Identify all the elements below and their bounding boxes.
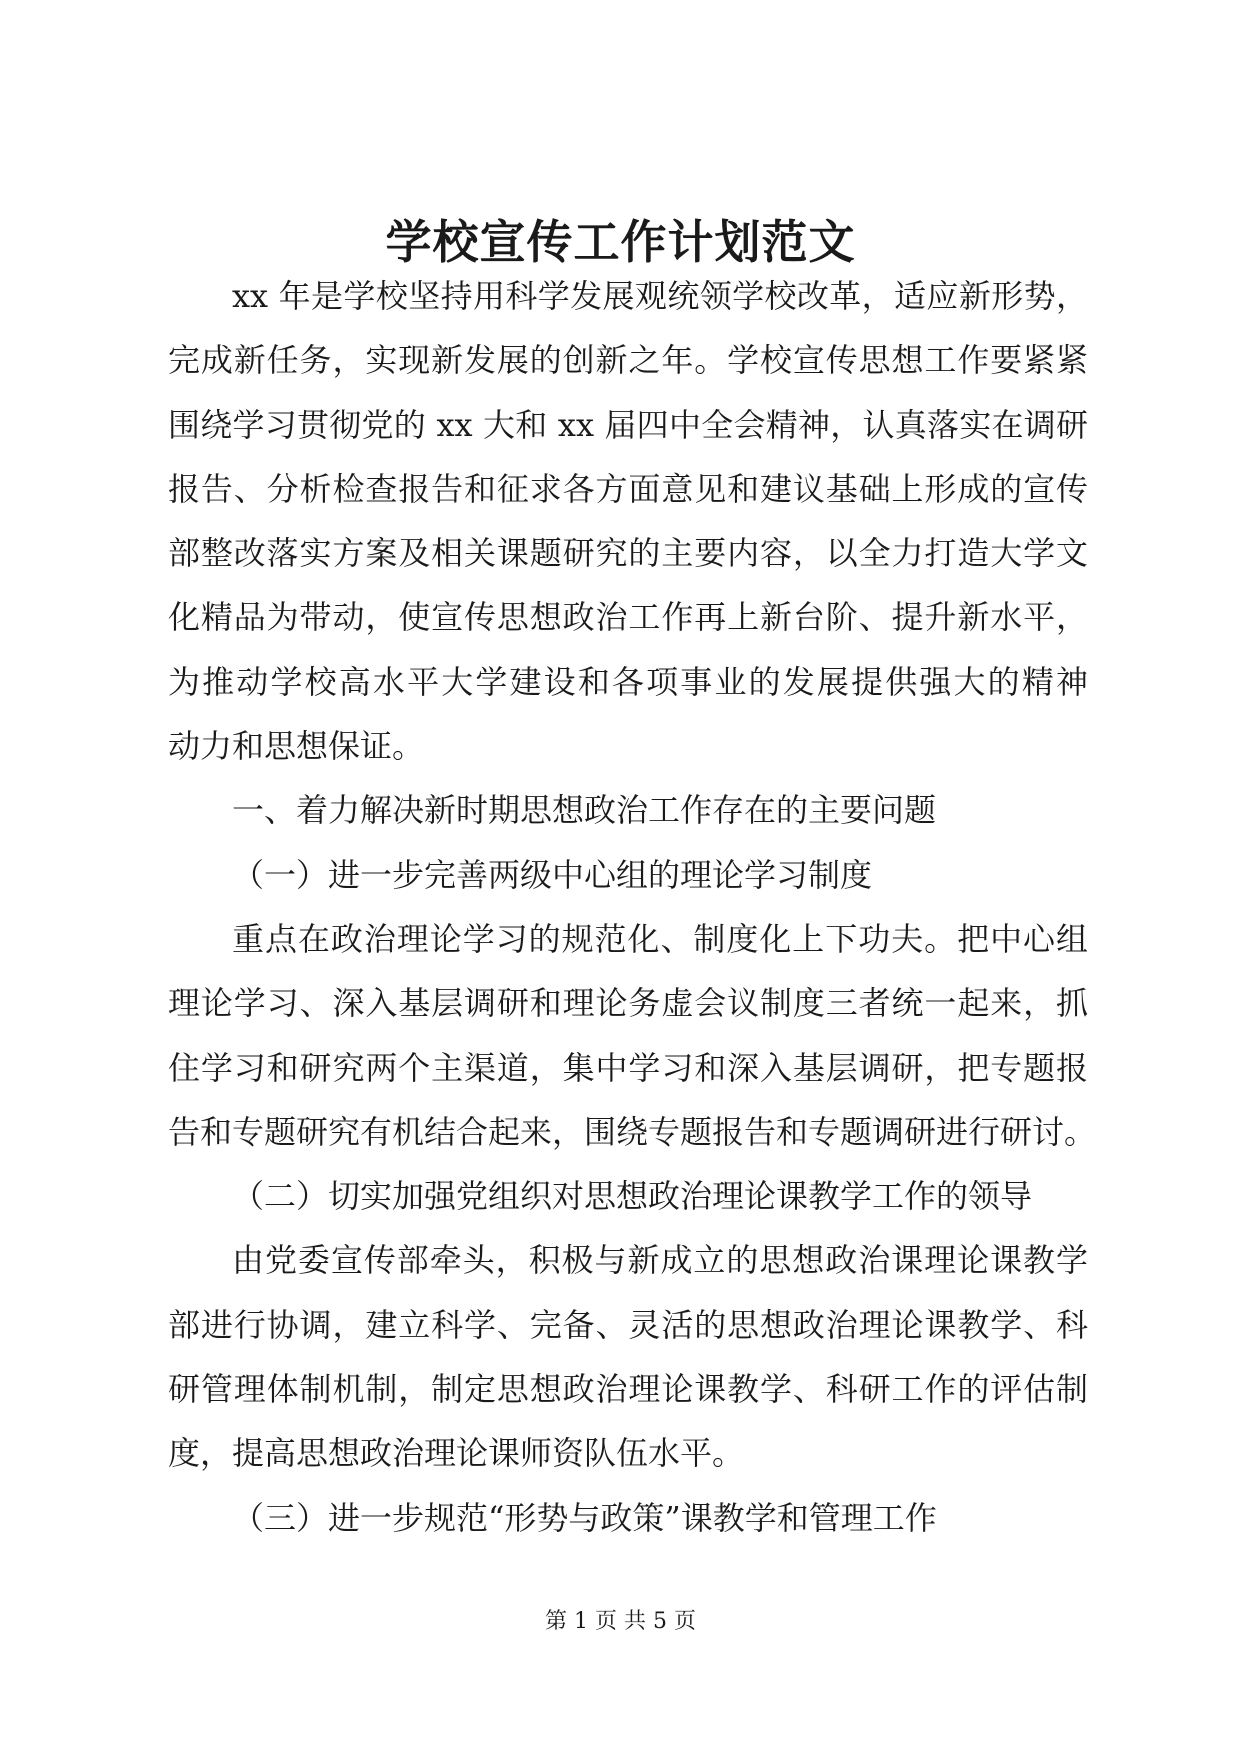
document-title: 学校宣传工作计划范文 [385,215,856,269]
paragraph-line: 理论学习、深入基层调研和理论务虚会议制度三者统一起来，抓 [168,984,1088,1023]
paragraph-line: 完成新任务，实现新发展的创新之年。学校宣传思想工作要紧紧 [168,341,1088,380]
document-body [168,264,1097,1550]
paragraph-line: 住学习和研究两个主渠道，集中学习和深入基层调研，把专题报 [168,1048,1088,1087]
page-footer: 第 1 页 共 5 页 [545,1609,696,1634]
paragraph-line: xx 年是学校坚持用科学发展观统领学校改革，适应新形势， [232,277,1088,315]
paragraph-line: 重点在政治理论学习的规范化、制度化上下功夫。把中心组 [232,919,1088,958]
paragraph-line: 围绕学习贯彻党的 xx 大和 xx 届四中全会精神，认真落实在调研 [168,405,1088,444]
paragraph-line: 动力和思想保证。 [168,727,425,766]
paragraph-line: 部进行协调，建立科学、完备、灵活的思想政治理论课教学、科 [168,1305,1088,1344]
paragraph-line: 化精品为带动，使宣传思想政治工作再上新台阶、提升新水平， [168,598,1088,637]
paragraph-line: 度，提高思想政治理论课师资队伍水平。 [168,1434,745,1473]
paragraph-line: 告和专题研究有机结合起来，围绕专题报告和专题调研进行研讨。 [168,1112,1097,1151]
subsection-heading: （三）进一步规范“形势与政策”课教学和管理工作 [232,1498,937,1537]
paragraph-line: 研管理体制机制，制定思想政治理论课教学、科研工作的评估制 [168,1370,1088,1409]
section-heading: 一、着力解决新时期思想政治工作存在的主要问题 [232,791,937,830]
paragraph-line: 部整改落实方案及相关课题研究的主要内容，以全力打造大学文 [168,534,1088,573]
paragraph-line: 由党委宣传部牵头，积极与新成立的思想政治课理论课教学 [232,1241,1088,1280]
subsection-heading: （一）进一步完善两级中心组的理论学习制度 [232,855,873,894]
subsection-heading: （二）切实加强党组织对思想政治理论课教学工作的领导 [232,1177,1033,1216]
paragraph-line: 为推动学校高水平大学建设和各项事业的发展提供强大的精神 [168,662,1088,701]
paragraph-line: 报告、分析检查报告和征求各方面意见和建议基础上形成的宣传 [168,469,1088,508]
